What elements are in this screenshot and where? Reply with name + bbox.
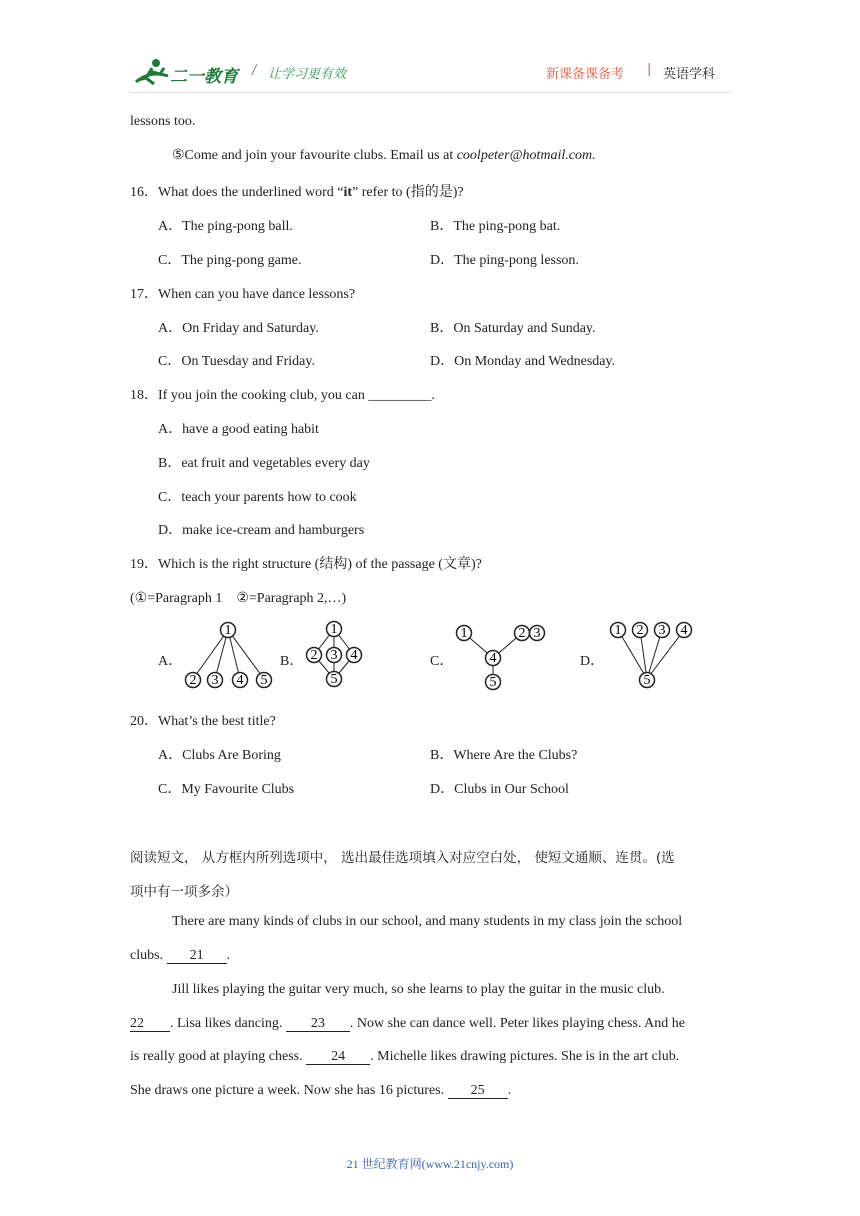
- structure-diagram-d: [605, 615, 697, 691]
- node-2: [186, 673, 201, 689]
- option-16-b[interactable]: B．The ping-pong bat.: [430, 219, 561, 234]
- option-17-d[interactable]: D．On Monday and Wednesday.: [430, 354, 616, 369]
- passage-text: .: [507, 1083, 512, 1098]
- node-1: [611, 623, 626, 639]
- intro-prefix: ⑤Come and join your favourite clubs. Email us at: [172, 148, 457, 163]
- svg-text:1: 1: [460, 626, 468, 641]
- section-instruction-line-1: 阅读短文， 从方框内所列选项中， 选出最佳选项填入对应空白处， 使短文通顺、连贯。(选: [130, 850, 675, 866]
- node-4: [486, 651, 501, 667]
- header-separator: |: [647, 62, 652, 77]
- header-slogan: 让学习更有效: [268, 67, 347, 82]
- structure-diagram-b: [303, 618, 365, 690]
- blank-24[interactable]: 24: [306, 1049, 370, 1065]
- passage-text: . Lisa likes dancing.: [170, 1016, 286, 1031]
- svg-text:4: 4: [236, 673, 244, 688]
- option-20-a[interactable]: A．Clubs Are Boring: [158, 748, 281, 763]
- svg-text:1: 1: [614, 623, 622, 638]
- node-5: [640, 673, 655, 689]
- intro-line-2: [172, 147, 596, 164]
- footer-link[interactable]: 21 世纪教育网(www.21cnjy.com): [346, 1157, 514, 1171]
- blank-23[interactable]: 23: [286, 1016, 350, 1032]
- svg-text:5: 5: [643, 673, 651, 688]
- option-16-a[interactable]: A．The ping-pong ball.: [158, 219, 293, 234]
- question-number: 17．: [130, 287, 158, 302]
- question-19: [130, 553, 482, 573]
- svg-text:5: 5: [489, 675, 497, 690]
- svg-text:4: 4: [489, 651, 497, 666]
- node-3: [327, 648, 342, 664]
- option-18-b[interactable]: B．eat fruit and vegetables every day: [158, 456, 370, 471]
- node-1: [327, 622, 342, 638]
- svg-text:2: 2: [310, 648, 318, 663]
- svg-text:3: 3: [330, 648, 338, 663]
- passage-text: . Now she can dance well. Peter likes playing chess. And he: [349, 1016, 686, 1031]
- option-19-c[interactable]: C．: [430, 654, 454, 669]
- option-19-d[interactable]: D．: [580, 654, 605, 669]
- header-slash: /: [252, 63, 257, 78]
- passage-p2-line-4: [130, 1083, 511, 1099]
- node-1: [221, 623, 236, 639]
- node-4: [347, 648, 362, 664]
- blank-25[interactable]: 25: [448, 1083, 508, 1099]
- passage-text: is really good at playing chess.: [130, 1049, 307, 1064]
- question-17: [130, 283, 355, 303]
- question-text: If you join the cooking club, you can _________.: [158, 388, 435, 403]
- question-19-note: (①=Paragraph 1 ②=Paragraph 2,…): [130, 591, 347, 606]
- section-instruction-line-2: 项中有一项多余）: [130, 884, 238, 900]
- node-3: [530, 626, 545, 642]
- node-4: [233, 673, 248, 689]
- node-3: [655, 623, 670, 639]
- question-number: 16．: [130, 185, 158, 200]
- header-right-a: 新课备课备考: [546, 67, 625, 82]
- option-17-a[interactable]: A．On Friday and Saturday.: [158, 321, 319, 336]
- svg-text:2: 2: [189, 673, 197, 688]
- svg-text:2: 2: [518, 626, 526, 641]
- question-text-end: ” refer to (指的是)?: [352, 185, 464, 200]
- node-5: [486, 675, 501, 691]
- node-2: [515, 626, 530, 642]
- question-number: 18．: [130, 388, 158, 403]
- option-19-b[interactable]: B．: [280, 654, 304, 669]
- logo-text: 二一教育: [170, 67, 238, 87]
- question-text: What does the underlined word “: [158, 185, 344, 200]
- option-18-c[interactable]: C．teach your parents how to cook: [158, 490, 357, 505]
- option-20-d[interactable]: D．Clubs in Our School: [430, 782, 569, 797]
- passage-p1-line-2: [130, 948, 230, 964]
- structure-diagram-c: [452, 620, 548, 692]
- question-text: Which is the right structure (结构) of the passage (文章)?: [158, 557, 482, 572]
- question-number: 19．: [130, 557, 158, 572]
- option-20-c[interactable]: C．My Favourite Clubs: [158, 782, 295, 797]
- passage-text: She draws one picture a week. Now she has 16 pictures.: [130, 1083, 448, 1098]
- node-5: [257, 673, 272, 689]
- passage-text: . Michelle likes drawing pictures. She is in the art club.: [370, 1049, 680, 1064]
- svg-text:3: 3: [211, 673, 219, 688]
- blank-21[interactable]: 21: [167, 948, 227, 964]
- node-2: [633, 623, 648, 639]
- question-text: What’s the best title?: [158, 714, 276, 729]
- option-18-a[interactable]: A．have a good eating habit: [158, 422, 319, 437]
- svg-text:5: 5: [260, 673, 268, 688]
- node-3: [208, 673, 223, 689]
- question-18: [130, 384, 435, 404]
- svg-text:4: 4: [680, 623, 688, 638]
- intro-line-1: lessons too.: [130, 114, 196, 129]
- passage-text: clubs.: [130, 948, 167, 963]
- node-1: [457, 626, 472, 642]
- intro-email: coolpeter@hotmail.com.: [456, 148, 596, 163]
- node-4: [677, 623, 692, 639]
- passage-p2-line-1: Jill likes playing the guitar very much, so she learns to play the guitar in the music club.: [172, 982, 665, 997]
- option-19-a[interactable]: A．: [158, 654, 183, 669]
- option-17-b[interactable]: B．On Saturday and Sunday.: [430, 321, 596, 336]
- option-16-d[interactable]: D．The ping-pong lesson.: [430, 253, 579, 268]
- svg-text:3: 3: [533, 626, 541, 641]
- blank-22[interactable]: 22: [130, 1016, 170, 1032]
- question-number: 20．: [130, 714, 158, 729]
- option-17-c[interactable]: C．On Tuesday and Friday.: [158, 354, 315, 369]
- svg-text:1: 1: [330, 622, 338, 637]
- svg-text:3: 3: [658, 623, 666, 638]
- passage-p2-line-3: [130, 1049, 679, 1065]
- svg-text:5: 5: [330, 672, 338, 687]
- question-bold-word: it: [343, 185, 353, 200]
- passage-p2-line-2: [130, 1016, 685, 1032]
- question-20: [130, 710, 276, 730]
- option-20-b[interactable]: B．Where Are the Clubs?: [430, 748, 578, 763]
- svg-text:4: 4: [350, 648, 358, 663]
- option-16-c[interactable]: C．The ping-pong game.: [158, 253, 302, 268]
- structure-diagram-a: [180, 618, 275, 690]
- svg-text:1: 1: [224, 623, 232, 638]
- question-text: When can you have dance lessons?: [158, 287, 356, 302]
- header-divider: [130, 92, 730, 93]
- header-right-b: 英语学科: [663, 67, 716, 82]
- question-16: [130, 181, 464, 201]
- option-18-d[interactable]: D．make ice-cream and hamburgers: [158, 523, 365, 538]
- passage-p1-line-1: There are many kinds of clubs in our school, and many students in my class join the school: [172, 914, 683, 929]
- node-5: [327, 672, 342, 688]
- node-2: [307, 648, 322, 664]
- svg-text:2: 2: [636, 623, 644, 638]
- passage-text: .: [226, 948, 231, 963]
